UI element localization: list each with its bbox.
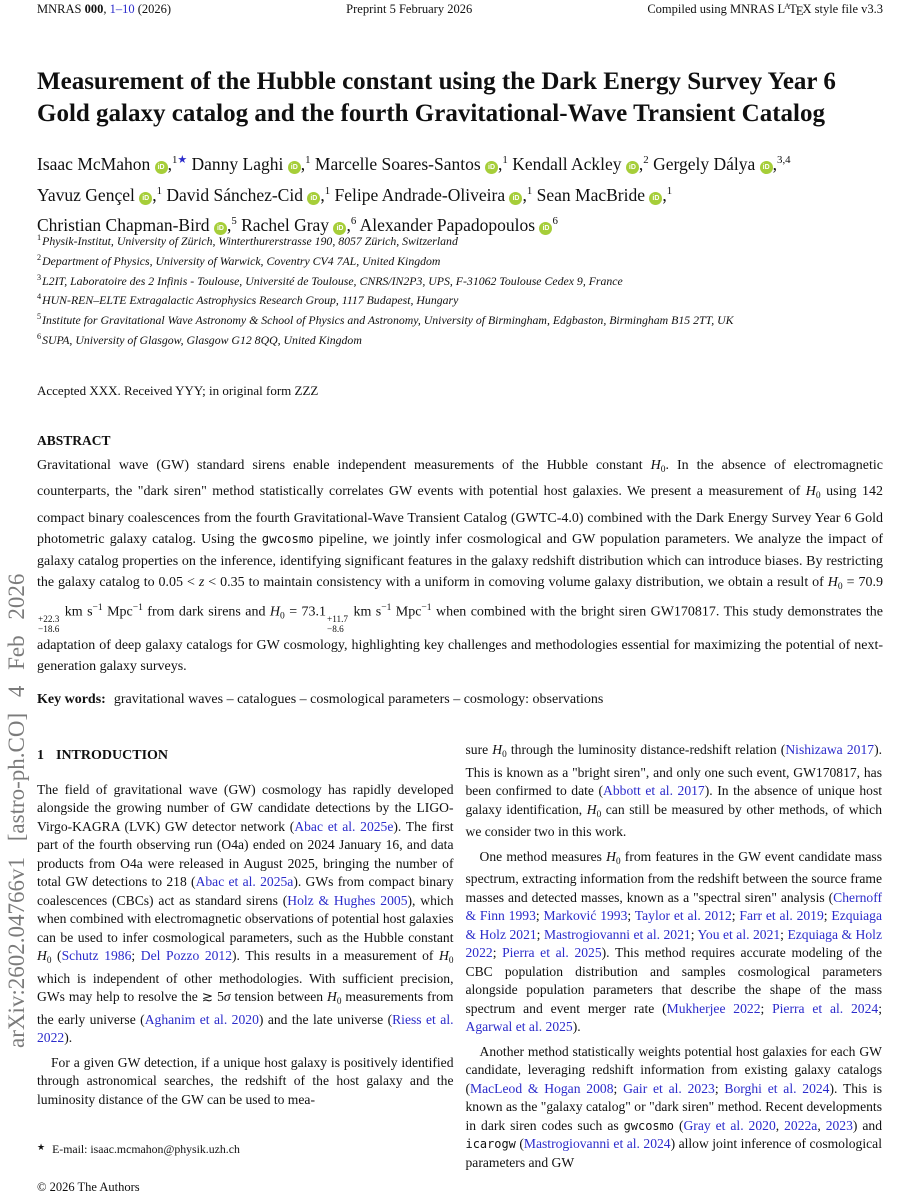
orcid-icon[interactable]: iD xyxy=(288,161,301,174)
right-column xyxy=(466,741,883,1178)
author-name: Felipe Andrade-Oliveira iD ,$^1$ xyxy=(334,184,533,205)
affiliation: $^3$L2IT, Laboratoire des 2 Infinis - Toulouse, Université de Toulouse, CNRS/IN2P3, UPS, F-31062 Toulouse Cedex 9, France xyxy=(37,272,623,288)
citation-link[interactable]: Mastrogiovanni et al. 2021 xyxy=(543,926,691,942)
abstract-section xyxy=(37,433,883,708)
orcid-icon[interactable]: iD xyxy=(509,192,522,205)
citation-link[interactable]: Abac et al. 2025e xyxy=(294,818,394,834)
keywords-label: Key words: xyxy=(37,691,106,707)
author-list xyxy=(37,147,893,239)
citation-link[interactable]: 2023 xyxy=(825,1117,853,1133)
email-link[interactable]: E-mail: isaac.mcmahon@physik.uzh.ch xyxy=(52,1142,240,1156)
affiliation: $^2$Department of Physics, University of Warwick, Coventry CV4 7AL, United Kingdom xyxy=(37,252,441,268)
author-name: Christian Chapman-Bird iD ,$^5$ xyxy=(37,215,237,236)
section-heading-introduction xyxy=(37,747,454,766)
citation-link[interactable]: Mukherjee 2022 xyxy=(666,1000,761,1016)
orcid-icon[interactable]: iD xyxy=(485,161,498,174)
orcid-icon[interactable]: iD xyxy=(155,161,168,174)
orcid-icon[interactable]: iD xyxy=(333,222,346,235)
section-number: 1 xyxy=(37,748,44,763)
citation-link[interactable]: Riess et al. 2022 xyxy=(37,1011,454,1045)
citation-link[interactable]: Holz & Hughes 2005 xyxy=(287,892,408,908)
author-name: Sean MacBride iD ,$^1$ xyxy=(536,184,673,205)
citation-link[interactable]: Taylor et al. 2012 xyxy=(634,908,732,923)
orcid-icon[interactable]: iD xyxy=(626,161,639,174)
compiled-note: Compiled using MNRAS $L^ATEX$ style file v3.3 xyxy=(647,2,883,18)
body-columns xyxy=(37,741,882,1178)
author-name: Gergely Dálya iD ,$^{3,4}$ xyxy=(653,153,791,174)
citation-link[interactable]: MacLeod & Hogan 2008 xyxy=(470,1080,614,1096)
orcid-icon[interactable]: iD xyxy=(214,222,227,235)
citation-link[interactable]: Abac et al. 2025a xyxy=(195,874,294,889)
paragraph: Another method statistically weights potential host galaxies for each GW candidate, leveraging redshift information from existing galaxy catalogs (MacLeod & Hogan 2008; Gair et al. 2023; Borghi et al. 2024). This is known as the "galaxy catalog" or "dark siren" method. Recent developments in dark siren codes such as gwcosmo (Gray et al. 2020, 2022a, 2023) and icarogw (Mastrogiovanni et al. 2024) allow joint inference of cosmological parameters and GW xyxy=(465,1043,883,1170)
citation-link[interactable]: Pierra et al. 2024 xyxy=(772,1000,879,1016)
author-name: David Sánchez-Cid iD ,$^1$ xyxy=(166,184,331,205)
keywords-text: gravitational waves – catalogues – cosmological parameters – cosmology: observations xyxy=(113,691,604,707)
citation-link[interactable]: Marković 1993 xyxy=(543,908,628,923)
paragraph: The field of gravitational wave (GW) cosmology has rapidly developed alongside the growing number of GW candidate detections by the LIGO-Virgo-KAGRA (LVK) GW detector network (Abac et al. 2025e). The first part of the fourth observing run (O4a) ended on 2024 January 16, and data products from O4a were released in August 2025, bringing the number of total GW detections to 218 (Abac et al. 2025a). GWs from compact binary coalescences (CBCs) act as standard sirens (Holz & Hughes 2005), which when combined with electromagnetic observations of potential host galaxies can be used to infer cosmological parameters, such as the Hubble constant $H_0$ (Schutz 1986; Del Pozzo 2012). This results in a measurement of $H_0$ which is independent of other methodologies. With sufficient precision, GWs may help to resolve the ≳ 5σ tension between $H_0$ measurements from the early universe (Aghanim et al. 2020) and the late universe (Riess et al. 2022). xyxy=(37,781,454,1045)
citation-link[interactable]: 1–10 xyxy=(109,2,135,16)
citation-link[interactable]: Nishizawa 2017 xyxy=(785,742,875,757)
error-bounds: +22.3 −18.6 xyxy=(38,614,60,635)
citation-link[interactable]: Ezquiaga & Holz 2022 xyxy=(465,926,882,960)
section-title: INTRODUCTION xyxy=(56,748,169,763)
citation-link[interactable]: Mastrogiovanni et al. 2024 xyxy=(523,1136,671,1151)
corresponding-author-star: ★ xyxy=(177,154,188,166)
citation-link[interactable]: Ezquiaga & Holz 2021 xyxy=(465,908,882,942)
affiliation: $^1$Physik-Institut, University of Zürich, Winterthurerstrasse 190, 8057 Zürich, Switzerland xyxy=(37,233,458,248)
citation-link[interactable]: Farr et al. 2019 xyxy=(739,908,824,923)
citation-link[interactable]: Chernoff & Finn 1993 xyxy=(465,889,882,923)
journal-ref: MNRAS 000, 1–10 (2026) xyxy=(37,2,172,16)
citation-link[interactable]: 2022a xyxy=(784,1117,818,1133)
orcid-icon[interactable]: iD xyxy=(539,222,552,235)
paragraph: sure $H_0$ through the luminosity distance-redshift relation (Nishizawa 2017). This is known as a "bright siren", and only one such event, GW170817, has been confirmed to date (Abbott et al. 2017). In the absence of unique host galaxy identification, $H_0$ can still be measured by other methods, of which we consider two in this work. xyxy=(465,742,883,839)
citation-link[interactable]: You et al. 2021 xyxy=(697,926,781,942)
affiliation: $^5$Institute for Gravitational Wave Astronomy & School of Physics and Astronomy, University of Birmingham, Edgbaston, Birmingham B15 2TT, UK xyxy=(37,312,734,328)
citation-link[interactable]: Schutz 1986 xyxy=(61,948,132,963)
page-title: Measurement of the Hubble constant using the Dark Energy Survey Year 6 Gold galaxy catalog and the fourth Gravitational-Wave Transient Catalog xyxy=(37,68,836,127)
citation-link[interactable]: Aghanim et al. 2020 xyxy=(144,1011,259,1027)
citation-link[interactable]: Gair et al. 2023 xyxy=(623,1080,715,1096)
received-accepted-line: Accepted XXX. Received YYY; in original form ZZZ xyxy=(37,383,319,398)
orcid-icon[interactable]: iD xyxy=(139,192,152,205)
author-name: Alexander Papadopoulos $iD^6$ xyxy=(359,215,558,236)
author-name: Isaac McMahon iD ,$^{1★}$ xyxy=(37,153,188,174)
citation-link[interactable]: Agarwal et al. 2025 xyxy=(465,1019,573,1034)
preprint-date: Preprint 5 February 2026 xyxy=(346,2,473,16)
citation-link[interactable]: Del Pozzo 2012 xyxy=(140,948,233,963)
author-name: Yavuz Gençel iD ,$^1$ xyxy=(37,184,163,205)
abstract-text: Gravitational wave (GW) standard sirens enable independent measurements of the Hubble constant $H_0$. In the absence of electromagnetic counterparts, the "dark siren" method statistically correlates GW events with potential host galaxies. We present a measurement of $H_0$ using 142 compact binary coalescences from the fourth Gravitational-Wave Transient Catalog (GWTC-4.0) combined with the Dark Energy Survey Year 6 Gold photometric galaxy catalog. Using the gwcosmo pipeline, we jointly infer cosmological and GW population parameters. We analyze the impact of galaxy catalog properties on the inference, identifying significant features in the galaxy redshift distribution which can introduce biases. By restricting the galaxy catalog to 0.05 < z < 0.35 to maintain consistency with a uniform in comoving volume galaxy distribution, we obtain a result of $H_0 = 70.9$ +22.3 −18.6 km $s^{-1}$ Mpc$^{-1}$ from dark sirens and $H_0 = 73.1$ +11.7 −8.6 km $s^{-1}$ Mpc$^{-1}$ when combined with the bright siren GW170817. This study demonstrates the adaptation of deep galaxy catalogs for GW cosmology, highlighting key challenges and methodologies essential for maximizing the potential of next-generation galaxy surveys. xyxy=(37,458,884,675)
citation-link[interactable]: Gray et al. 2020 xyxy=(683,1117,776,1133)
paragraph: One method measures $H_0$ from features in the GW event candidate mass spectrum, extracting information from the redshift between the source frame masses and detected masses, known as a "spectral siren" analysis (Chernoff & Finn 1993; Marković 1993; Taylor et al. 2012; Farr et al. 2019; Ezquiaga & Holz 2021; Mastrogiovanni et al. 2021; You et al. 2021; Ezquiaga & Holz 2022; Pierra et al. 2025). This method requires accurate modeling of the CBC population distribution and samples cosmological parameters alongside population parameters that describe the shape of the mass spectrum and event merger rate (Mukherjee 2022; Pierra et al. 2024; Agarwal et al. 2025). xyxy=(465,848,882,1034)
running-head xyxy=(37,2,883,19)
author-name: Kendall Ackley iD ,$^2$ xyxy=(512,153,649,174)
author-name: Rachel Gray iD ,$^6$ xyxy=(241,215,357,236)
affiliation: $^6$SUPA, University of Glasgow, Glasgow G12 8QQ, United Kingdom xyxy=(37,332,362,348)
left-column xyxy=(37,741,454,1178)
error-bounds: +11.7 −8.6 xyxy=(327,614,349,635)
citation-link[interactable]: Abbott et al. 2017 xyxy=(603,783,705,798)
orcid-icon[interactable]: iD xyxy=(760,161,773,174)
orcid-icon[interactable]: iD xyxy=(307,192,320,205)
paragraph: For a given GW detection, if a unique host galaxy is positively identified through astronomical searches, the redshift of the host galaxy and the luminosity distance of the GW can be used to mea- xyxy=(37,1054,454,1107)
orcid-icon[interactable]: iD xyxy=(649,192,662,205)
keywords-line xyxy=(37,692,883,708)
affiliation: $^4$HUN-REN–ELTE Extragalactic Astrophysics Research Group, 1117 Budapest, Hungary xyxy=(37,292,459,308)
email-footnote xyxy=(37,1142,240,1157)
arxiv-watermark: arXiv:2602.04766v1 [astro-ph.CO] 4 Feb 2026 xyxy=(4,573,29,1048)
copyright-line: © 2026 The Authors xyxy=(37,1180,140,1194)
author-name: Marcelle Soares-Santos iD ,$^1$ xyxy=(314,153,508,174)
citation-link[interactable]: Borghi et al. 2024 xyxy=(724,1080,830,1096)
abstract-heading: ABSTRACT xyxy=(37,433,111,448)
author-name: Danny Laghi iD ,$^1$ xyxy=(191,153,311,174)
footnote-star: ★ xyxy=(37,1142,46,1152)
affiliation-list xyxy=(37,230,885,349)
citation-link[interactable]: Pierra et al. 2025 xyxy=(502,945,602,960)
